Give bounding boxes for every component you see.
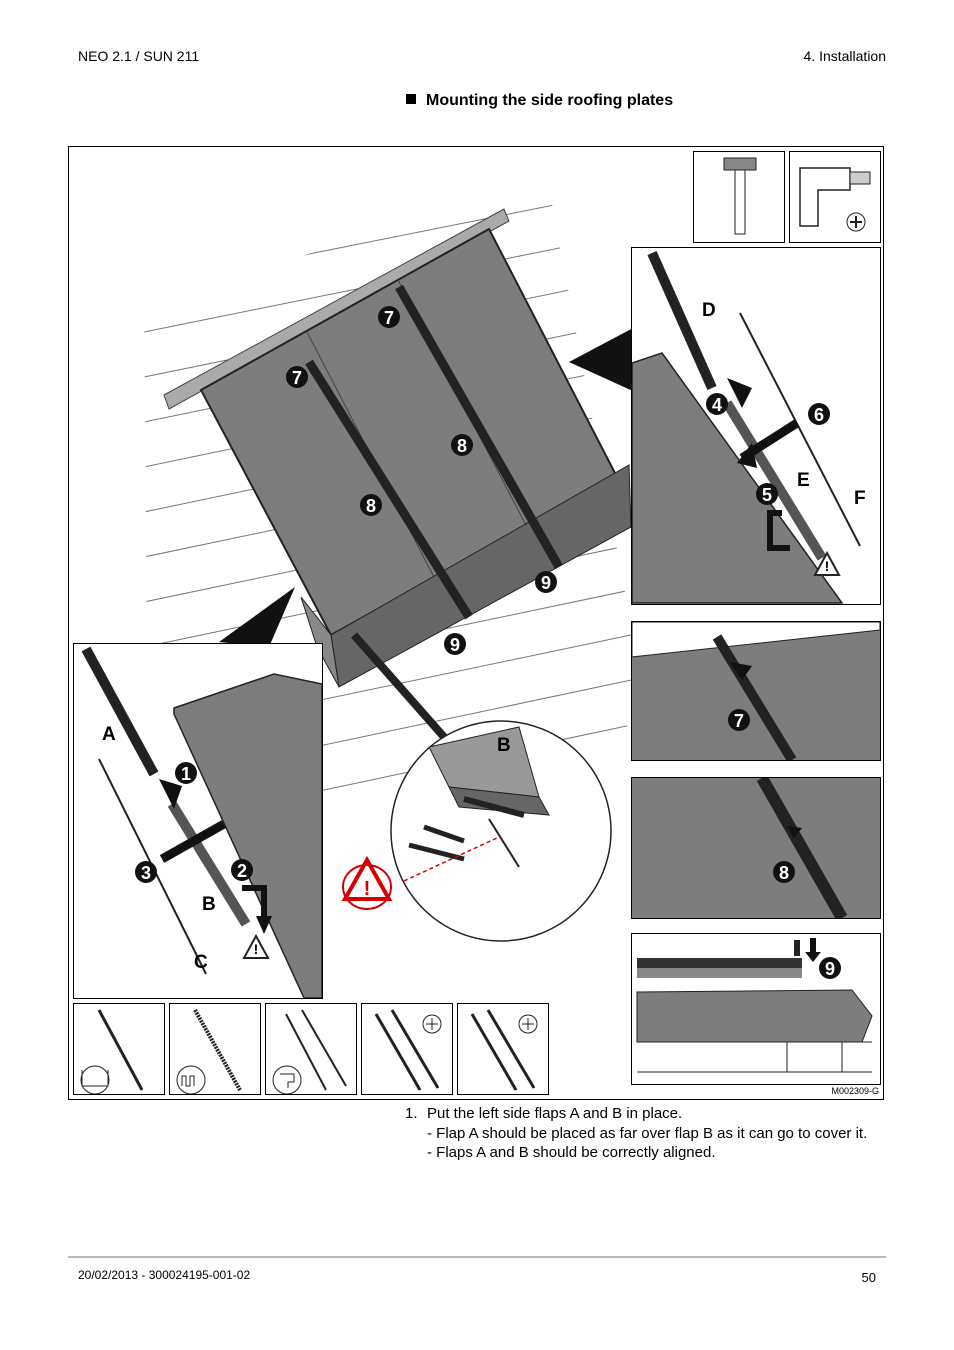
screw-strip-part-icon-2 <box>458 1004 548 1094</box>
header-product: NEO 2.1 / SUN 211 <box>78 48 200 64</box>
solar-collector <box>201 229 617 635</box>
svg-text:!: ! <box>253 941 259 957</box>
step-2: 2 <box>236 861 248 881</box>
part-thumb-3 <box>265 1003 357 1095</box>
label-c: C <box>194 952 208 973</box>
part-thumb-2 <box>169 1003 261 1095</box>
detail-panel-step-8 <box>631 777 881 919</box>
part-thumb-1 <box>73 1003 165 1095</box>
section-heading <box>406 92 673 110</box>
footer-divider <box>68 1256 886 1258</box>
label-a: A <box>102 724 116 745</box>
part-thumb-5 <box>457 1003 549 1095</box>
instruction-number: 1. <box>405 1105 418 1122</box>
detail-panel-right-flaps <box>631 247 881 605</box>
instruction-main: Put the left side flaps A and B in place. <box>427 1105 683 1122</box>
footer-doc-ref: 20/02/2013 - 300024195-001-02 <box>78 1268 251 1282</box>
installation-figure <box>68 146 884 1100</box>
step-7-a: 7 <box>383 308 395 328</box>
instruction-sub-1: - Flap A should be placed as far over flap B as it can go to cover it. <box>427 1124 868 1142</box>
hammer-icon <box>694 152 784 242</box>
step-9-detail: 9 <box>824 959 836 979</box>
left-flap-part-icon <box>74 1004 164 1094</box>
header-chapter: 4. Installation <box>803 48 886 64</box>
instruction-list <box>405 1104 895 1163</box>
step-7-b: 7 <box>291 368 303 388</box>
bullet-square-icon <box>406 94 416 104</box>
label-f: F <box>854 488 866 509</box>
joint-strip-part-icon <box>266 1004 356 1094</box>
label-b: B <box>202 894 216 915</box>
step-4: 4 <box>711 395 723 415</box>
step-9-b: 9 <box>449 635 461 655</box>
svg-text:!: ! <box>824 558 830 574</box>
figure-code: M002309-G <box>831 1086 879 1096</box>
step-7-detail: 7 <box>733 711 745 731</box>
svg-text:!: ! <box>363 878 371 900</box>
part-thumb-4 <box>361 1003 453 1095</box>
page-number: 50 <box>861 1270 876 1285</box>
step-1: 1 <box>180 764 192 784</box>
section-title: Mounting the side roofing plates <box>426 92 674 109</box>
tool-hammer-panel <box>693 151 785 243</box>
label-e: E <box>797 470 810 491</box>
label-b-zoom: B <box>497 735 511 756</box>
screw-strip-part-icon <box>362 1004 452 1094</box>
step-6: 6 <box>813 405 825 425</box>
left-strip-part-icon <box>170 1004 260 1094</box>
step-8-b: 8 <box>365 496 377 516</box>
instruction-item <box>405 1104 895 1124</box>
tool-screwdriver-panel <box>789 151 881 243</box>
step-8-a: 8 <box>456 436 468 456</box>
detail-panel-step-9 <box>631 933 881 1085</box>
step-5: 5 <box>761 485 773 505</box>
step-3: 3 <box>140 863 152 883</box>
detail-panel-step-7 <box>631 621 881 761</box>
step-9-a: 9 <box>540 573 552 593</box>
instruction-sub-2: - Flaps A and B should be correctly aligned. <box>427 1144 716 1161</box>
label-d: D <box>702 300 716 321</box>
detail-panel-left-flaps <box>73 643 323 999</box>
step-8-detail: 8 <box>778 863 790 883</box>
drill-icon <box>790 152 880 242</box>
